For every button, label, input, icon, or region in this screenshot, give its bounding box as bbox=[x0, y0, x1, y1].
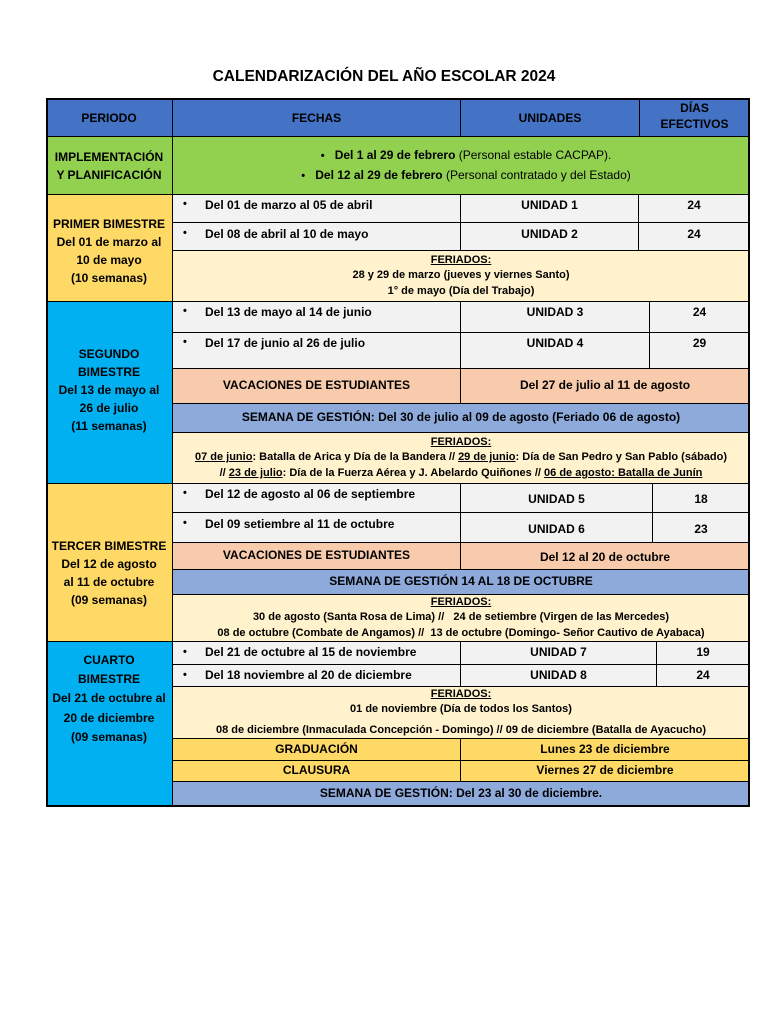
cuarto-semana-gestion bbox=[173, 782, 750, 807]
segundo-label-line: BIMESTRE bbox=[77, 364, 140, 379]
feriados-line bbox=[220, 466, 703, 481]
bullet-icon: • bbox=[183, 227, 187, 239]
cuarto-label-line: (09 semanas) bbox=[70, 729, 148, 744]
unidad-text: UNIDAD 8 bbox=[530, 667, 587, 682]
implementacion-item-1-date: Del 1 al 29 de febrero bbox=[334, 147, 456, 162]
segundo-vacaciones-label bbox=[173, 369, 461, 404]
bullet-icon: • bbox=[301, 169, 306, 182]
feriados-line: 08 de octubre (Combate de Angamos) // 13 de octubre (Domingo- Señor Cautivo de Ayabaca) bbox=[217, 626, 705, 639]
feriado-text: : Día de la Fuerza Aérea y J. Abelardo Quiñones // bbox=[282, 466, 545, 479]
header-periodo-label: PERIODO bbox=[81, 111, 137, 126]
cuarto-fecha-row-1 bbox=[173, 642, 461, 665]
dias-text: 24 bbox=[696, 667, 710, 682]
feriado-text: : Día de San Pedro y San Pablo (sábado) bbox=[515, 451, 728, 464]
segundo-semana-gestion bbox=[173, 404, 750, 433]
primer-bimestre-label bbox=[46, 195, 173, 302]
unidad-text: UNIDAD 7 bbox=[530, 645, 587, 660]
segundo-label-line: (11 semanas) bbox=[71, 418, 147, 433]
gestion-text: Del 23 al 30 de diciembre. bbox=[452, 786, 603, 801]
gestion-text: Del 30 de julio al 09 de agosto (Feriado 06 de agosto) bbox=[374, 410, 681, 425]
bullet-icon: • bbox=[320, 149, 325, 162]
feriados-line bbox=[195, 450, 727, 465]
primer-feriados bbox=[173, 251, 750, 302]
cuarto-label-line: BIMESTRE bbox=[77, 672, 140, 687]
graduacion-text: GRADUACIÓN bbox=[275, 741, 358, 756]
dias-text: 23 bbox=[694, 521, 708, 536]
cuarto-unidad-2 bbox=[461, 665, 657, 687]
clausura-text: CLAUSURA bbox=[282, 763, 351, 778]
header-fechas-label: FECHAS bbox=[291, 111, 342, 125]
fecha-text: Del 09 setiembre al 11 de octubre bbox=[205, 517, 395, 531]
tercer-dias-2 bbox=[653, 513, 750, 543]
feriados-title: FERIADOS: bbox=[430, 435, 492, 448]
cuarto-dias-1 bbox=[657, 642, 750, 665]
implementacion-line1: IMPLEMENTACIÓN bbox=[54, 149, 164, 164]
segundo-dias-2 bbox=[650, 333, 750, 369]
bullet-icon: • bbox=[183, 336, 187, 348]
fecha-text: Del 12 de agosto al 06 de septiembre bbox=[205, 487, 416, 501]
segundo-feriados bbox=[173, 433, 750, 484]
dias-text: 29 bbox=[692, 336, 707, 350]
tercer-vacaciones-fecha bbox=[461, 543, 750, 570]
cuarto-label-line: CUARTO bbox=[83, 653, 135, 668]
vacaciones-date: Del 27 de julio al 11 de agosto bbox=[519, 378, 691, 393]
vacaciones-text: VACACIONES DE ESTUDIANTES bbox=[222, 548, 411, 562]
header-dias-line2: EFECTIVOS bbox=[660, 117, 729, 131]
feriados-line: 08 de diciembre (Inmaculada Concepción - Domingo) // 09 de diciembre (Batalla de Ayacucho) bbox=[215, 724, 707, 737]
bullet-icon: • bbox=[183, 487, 187, 499]
feriado-date: 06 de agosto: Batalla de Junín bbox=[544, 466, 703, 479]
primer-fecha-row-2 bbox=[173, 223, 461, 251]
unidad-text: UNIDAD 6 bbox=[528, 521, 585, 536]
primer-label-line: PRIMER BIMESTRE bbox=[52, 217, 165, 231]
bullet-icon: • bbox=[183, 517, 187, 529]
implementacion-item-2 bbox=[291, 166, 631, 186]
feriado-date: 07 de junio bbox=[194, 451, 253, 464]
unidad-text: UNIDAD 4 bbox=[526, 336, 584, 350]
feriado-date: 23 de julio bbox=[228, 466, 283, 479]
tercer-bimestre-label bbox=[46, 484, 173, 642]
vacaciones-text: VACACIONES DE ESTUDIANTES bbox=[222, 378, 411, 393]
cuarto-dias-2 bbox=[657, 665, 750, 687]
feriados-title: FERIADOS: bbox=[430, 253, 492, 266]
unidad-text: UNIDAD 1 bbox=[521, 198, 578, 212]
tercer-label-line: TERCER BIMESTRE bbox=[51, 538, 167, 553]
gestion-text: SEMANA DE GESTIÓN 14 AL 18 DE OCTUBRE bbox=[329, 574, 593, 589]
feriados-line: 28 y 29 de marzo (jueves y viernes Santo) bbox=[352, 269, 570, 282]
tercer-feriados bbox=[173, 595, 750, 642]
header-dias-line1: DÍAS bbox=[680, 101, 709, 116]
unidad-text: UNIDAD 5 bbox=[528, 492, 585, 507]
cuarto-clausura-label bbox=[173, 761, 461, 782]
gestion-label: SEMANA DE GESTIÓN: bbox=[241, 410, 375, 425]
implementacion-item-2-note: (Personal contratado y del Estado) bbox=[442, 167, 631, 182]
feriado-date: 29 de junio bbox=[458, 451, 516, 464]
primer-fecha-row-1 bbox=[173, 195, 461, 223]
primer-unidad-2 bbox=[461, 223, 639, 251]
header-fechas bbox=[173, 98, 461, 137]
segundo-label-line: Del 13 de mayo al bbox=[58, 382, 160, 397]
dias-text: 24 bbox=[687, 227, 701, 241]
bullet-icon: • bbox=[183, 198, 187, 210]
header-unidades-label: UNIDADES bbox=[518, 111, 582, 126]
header-unidades bbox=[461, 98, 640, 137]
feriado-text: // bbox=[219, 466, 229, 479]
segundo-bimestre-label bbox=[46, 302, 173, 484]
primer-unidad-1 bbox=[461, 195, 639, 223]
dias-text: 24 bbox=[692, 305, 707, 319]
tercer-unidad-2 bbox=[461, 513, 653, 543]
fecha-text: Del 13 de mayo al 14 de junio bbox=[205, 305, 372, 319]
fecha-text: Del 01 de marzo al 05 de abril bbox=[205, 198, 373, 212]
page-title: CALENDARIZACIÓN DEL AÑO ESCOLAR 2024 bbox=[212, 68, 556, 85]
tercer-label-line: Del 12 de agosto bbox=[61, 556, 157, 571]
cuarto-label-line: Del 21 de octubre al bbox=[52, 691, 166, 706]
primer-label-line: Del 01 de marzo al bbox=[56, 235, 162, 249]
tercer-unidad-1 bbox=[461, 484, 653, 513]
clausura-date: Viernes 27 de diciembre bbox=[536, 763, 674, 778]
segundo-vacaciones-fecha bbox=[461, 369, 750, 404]
bullet-icon: • bbox=[183, 646, 187, 659]
header-periodo bbox=[46, 98, 173, 137]
tercer-dias-1 bbox=[653, 484, 750, 513]
implementacion-item-2-date: Del 12 al 29 de febrero bbox=[315, 167, 443, 182]
cuarto-label-line: 20 de diciembre bbox=[63, 710, 155, 725]
tercer-fecha-row-1 bbox=[173, 484, 461, 513]
cuarto-unidad-1 bbox=[461, 642, 657, 665]
segundo-label-line: SEGUNDO bbox=[78, 346, 140, 361]
fecha-text: Del 17 de junio al 26 de julio bbox=[205, 336, 366, 350]
feriados-line: 1° de mayo (Día del Trabajo) bbox=[387, 284, 535, 297]
graduacion-date: Lunes 23 de diciembre bbox=[540, 741, 670, 756]
feriados-line: 01 de noviembre (Día de todos los Santos) bbox=[350, 702, 572, 715]
fecha-text: Del 08 de abril al 10 de mayo bbox=[205, 227, 369, 241]
dias-text: 24 bbox=[687, 198, 701, 212]
dias-text: 18 bbox=[694, 492, 708, 507]
feriados-title: FERIADOS: bbox=[430, 687, 492, 700]
segundo-label-line: 26 de julio bbox=[79, 400, 139, 415]
feriado-text: : Batalla de Arica y Día de la Bandera // bbox=[252, 451, 459, 464]
implementacion-label bbox=[46, 137, 173, 195]
primer-dias-1 bbox=[639, 195, 750, 223]
fecha-text: Del 21 de octubre al 15 de noviembre bbox=[205, 645, 417, 660]
primer-label-line: 10 de mayo bbox=[76, 253, 142, 267]
segundo-dias-1 bbox=[650, 302, 750, 333]
gestion-label: SEMANA DE GESTIÓN: bbox=[319, 786, 453, 801]
header-dias-efectivos bbox=[640, 98, 750, 137]
segundo-unidad-1 bbox=[461, 302, 650, 333]
primer-label-line: (10 semanas) bbox=[70, 271, 148, 285]
implementacion-fechas bbox=[173, 137, 750, 195]
bullet-icon: • bbox=[183, 668, 187, 681]
cuarto-feriados bbox=[173, 687, 750, 739]
feriados-line: 30 de agosto (Santa Rosa de Lima) // 24 de setiembre (Virgen de las Mercedes) bbox=[252, 611, 670, 624]
tercer-label-line: al 11 de octubre bbox=[63, 574, 155, 589]
segundo-unidad-2 bbox=[461, 333, 650, 369]
cuarto-graduacion-label bbox=[173, 739, 461, 761]
tercer-fecha-row-2 bbox=[173, 513, 461, 543]
tercer-label-line: (09 semanas) bbox=[70, 592, 148, 607]
cuarto-fecha-row-2 bbox=[173, 665, 461, 687]
cuarto-clausura-fecha bbox=[461, 761, 750, 782]
segundo-fecha-row-1 bbox=[173, 302, 461, 333]
feriados-title: FERIADOS: bbox=[430, 595, 492, 608]
cuarto-bimestre-label bbox=[46, 642, 173, 807]
implementacion-item-1 bbox=[311, 146, 612, 166]
vacaciones-date: Del 12 al 20 de octubre bbox=[539, 550, 671, 565]
tercer-semana-gestion bbox=[173, 570, 750, 595]
cuarto-graduacion-fecha bbox=[461, 739, 750, 761]
implementacion-line2: Y PLANIFICACIÓN bbox=[56, 167, 162, 182]
bullet-icon: • bbox=[183, 305, 187, 317]
tercer-vacaciones-label bbox=[173, 543, 461, 570]
primer-dias-2 bbox=[639, 223, 750, 251]
fecha-text: Del 18 noviembre al 20 de diciembre bbox=[205, 667, 412, 682]
segundo-fecha-row-2 bbox=[173, 333, 461, 369]
dias-text: 19 bbox=[696, 645, 710, 660]
unidad-text: UNIDAD 3 bbox=[526, 305, 584, 319]
unidad-text: UNIDAD 2 bbox=[521, 227, 578, 241]
implementacion-item-1-note: (Personal estable CACPAP). bbox=[455, 147, 612, 162]
